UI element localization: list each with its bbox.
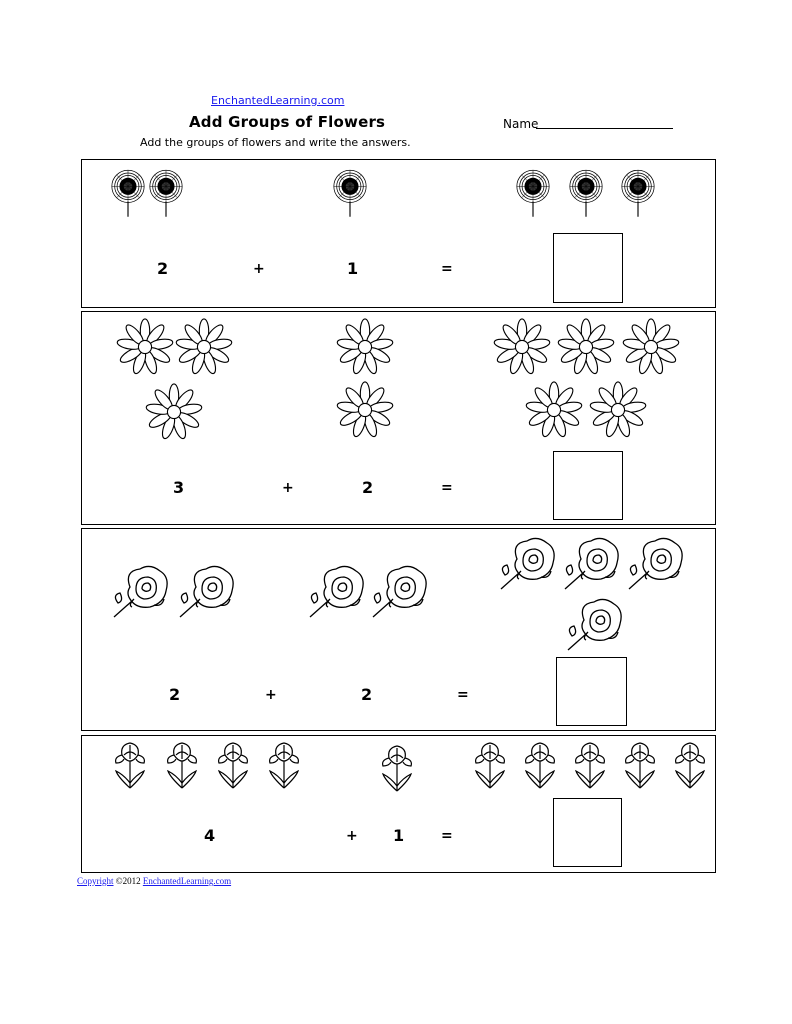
problem-1 <box>81 159 716 308</box>
sunflower-icon <box>567 169 605 217</box>
iris-icon <box>110 741 150 789</box>
name-line[interactable] <box>536 128 673 129</box>
name-label: Name <box>503 117 539 131</box>
daisy-icon <box>335 317 395 377</box>
iris-icon <box>264 741 304 789</box>
site-link[interactable]: EnchantedLearning.com <box>211 94 345 107</box>
equals-sign: = <box>441 480 453 496</box>
sunflower-icon <box>331 169 369 217</box>
sunflower-icon <box>109 169 147 217</box>
plus-sign: + <box>282 480 294 496</box>
plus-sign: + <box>346 828 358 844</box>
addend-a: 2 <box>169 685 181 704</box>
addend-a: 2 <box>157 259 169 278</box>
iris-icon <box>213 741 253 789</box>
daisy-icon <box>492 317 552 377</box>
iris-icon <box>470 741 510 789</box>
problem-3 <box>81 528 716 731</box>
rose-icon <box>497 534 557 592</box>
daisy-icon <box>556 317 616 377</box>
iris-icon <box>520 741 560 789</box>
plus-sign: + <box>253 261 265 277</box>
answer-box[interactable] <box>556 657 627 726</box>
equals-sign: = <box>441 828 453 844</box>
answer-box[interactable] <box>553 451 623 520</box>
rose-icon <box>564 595 624 653</box>
iris-icon <box>570 741 610 789</box>
rose-icon <box>110 562 170 620</box>
rose-icon <box>625 534 685 592</box>
iris-icon <box>620 741 660 789</box>
answer-box[interactable] <box>553 233 623 303</box>
rose-icon <box>561 534 621 592</box>
equals-sign: = <box>441 261 453 277</box>
copyright-year: ©2012 <box>115 876 141 886</box>
addend-b: 1 <box>347 259 359 278</box>
footer <box>77 876 231 886</box>
daisy-icon <box>115 317 175 377</box>
footer-site-link[interactable]: EnchantedLearning.com <box>142 876 232 886</box>
addend-b: 2 <box>362 478 374 497</box>
daisy-icon <box>144 382 204 442</box>
addend-b: 1 <box>393 826 405 845</box>
rose-icon <box>306 562 366 620</box>
addend-b: 2 <box>361 685 373 704</box>
daisy-icon <box>174 317 234 377</box>
page-title: Add Groups of Flowers <box>189 113 386 131</box>
daisy-icon <box>588 380 648 440</box>
equals-sign: = <box>457 687 469 703</box>
rose-icon <box>369 562 429 620</box>
rose-icon <box>176 562 236 620</box>
answer-box[interactable] <box>553 798 622 867</box>
problem-2 <box>81 311 716 525</box>
copyright-link[interactable]: Copyright <box>77 876 114 886</box>
sunflower-icon <box>147 169 185 217</box>
addend-a: 3 <box>173 478 185 497</box>
daisy-icon <box>524 380 584 440</box>
iris-icon <box>670 741 710 789</box>
daisy-icon <box>335 380 395 440</box>
sunflower-icon <box>619 169 657 217</box>
plus-sign: + <box>265 687 277 703</box>
problem-4 <box>81 735 716 873</box>
instructions: Add the groups of flowers and write the answers. <box>140 136 411 149</box>
daisy-icon <box>621 317 681 377</box>
sunflower-icon <box>514 169 552 217</box>
iris-icon <box>377 744 417 792</box>
iris-icon <box>162 741 202 789</box>
addend-a: 4 <box>204 826 216 845</box>
